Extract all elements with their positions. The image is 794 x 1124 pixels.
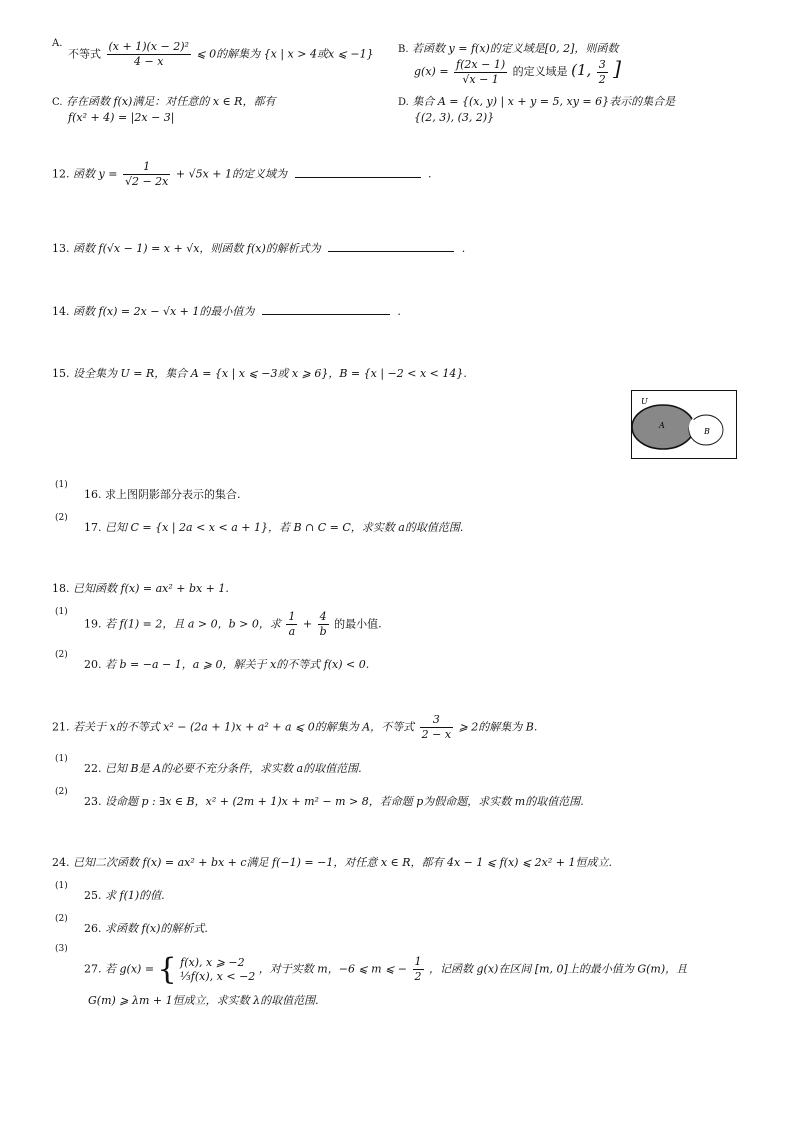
venn-diagram-svg	[631, 390, 737, 460]
question-20-text: 若 b = −a − 1，a ⩾ 0，解关于 x的不等式 f(x) < 0.	[105, 658, 370, 671]
label-u: U	[641, 397, 648, 406]
question-27-brace-icon: {	[157, 952, 177, 987]
label-a: A	[659, 421, 665, 430]
question-27-case-2: ⅓f(x), x < −2	[180, 969, 256, 983]
question-13-text: 函数 f(√x − 1) = x + √x，则函数 f(x)的解析式为	[73, 242, 321, 255]
question-16-part: (1)	[55, 480, 68, 490]
question-21	[52, 713, 537, 742]
question-21-denominator: 2 − x	[421, 728, 452, 741]
option-b	[398, 40, 618, 56]
question-15-number: 15.	[52, 367, 70, 380]
question-23	[84, 793, 584, 809]
option-b-interval-den: 2	[598, 72, 606, 86]
question-23-text: 设命题 p : ∃x ∈ B，x² + (2m + 1)x + m² − m > 8，若命题 p为假命题，求实数 m的取值范围.	[105, 795, 584, 808]
question-18	[52, 580, 229, 596]
question-25-text: 求 f(1)的值.	[105, 889, 165, 902]
question-12	[52, 160, 432, 189]
option-a-letter: A.	[52, 38, 63, 49]
option-c-letter: C.	[52, 97, 63, 108]
question-14-end: .	[397, 305, 401, 318]
question-21-prefix: 若关于 x的不等式 x² − (2a + 1)x + a² + a ⩽ 0的解集为 A，不等式	[73, 720, 415, 734]
option-d-line2: {(2, 3), (3, 2)}	[414, 111, 495, 124]
question-21-fraction	[420, 713, 453, 742]
option-b-g: g(x) =	[414, 65, 449, 78]
question-12-denominator: √2 − 2x	[124, 175, 169, 188]
option-c-line1: 存在函数 f(x)满足：对任意的 x ∈ R，都有	[65, 95, 276, 108]
option-a-denominator: 4 − x	[133, 55, 164, 68]
question-12-end: .	[428, 167, 432, 181]
question-20-part: (2)	[55, 650, 68, 660]
question-26	[84, 920, 208, 936]
question-14-answer-blank[interactable]	[262, 304, 390, 315]
option-b-interval-fraction	[597, 58, 608, 87]
question-12-number: 12.	[52, 167, 70, 181]
question-24-number: 24.	[52, 856, 70, 869]
question-27-mid: ，对于实数 m，−6 ⩽ m ⩽ −	[258, 962, 408, 976]
label-b: B	[704, 427, 710, 436]
option-a	[52, 40, 62, 53]
venn-diagram	[631, 390, 736, 458]
question-19	[84, 610, 382, 639]
question-19-f1-num: 1	[288, 610, 296, 623]
question-19-plus: +	[302, 617, 313, 631]
question-24-text: 已知二次函数 f(x) = ax² + bx + c满足 f(−1) = −1，对任意 x ∈ R，都有 4x − 1 ⩽ f(x) ⩽ 2x² + 1恒成立.	[73, 856, 612, 869]
option-b-line2	[414, 56, 621, 87]
question-12-answer-blank[interactable]	[295, 167, 421, 178]
question-12-rest: + √5x + 1的定义域为	[175, 167, 287, 181]
question-27-case-1: f(x), x ⩾ −2	[180, 955, 245, 969]
question-20	[84, 656, 369, 672]
question-26-number: 26.	[84, 922, 102, 935]
option-a-prefix: 不等式	[68, 47, 101, 61]
question-25-number: 25.	[84, 889, 102, 902]
question-27-rest: ，记函数 g(x)在区间 [m, 0]上的最小值为 G(m)，且	[429, 962, 688, 976]
question-16-number: 16.	[84, 488, 102, 501]
question-27-line2: G(m) ⩾ λm + 1恒成立，求实数 λ的取值范围.	[88, 994, 319, 1007]
question-15	[52, 365, 467, 381]
question-12-fraction	[123, 160, 170, 189]
question-25	[84, 887, 165, 903]
question-27-half-den: 2	[414, 970, 422, 983]
question-19-rest: 的最小值.	[334, 617, 382, 631]
question-27-prefix: 若 g(x) =	[105, 962, 155, 976]
option-a-numerator: (x + 1)(x − 2)²	[108, 40, 189, 53]
option-c	[52, 93, 275, 109]
question-20-number: 20.	[84, 658, 102, 671]
question-16	[84, 486, 241, 502]
question-17	[84, 519, 463, 535]
question-22-part: (1)	[55, 754, 68, 764]
question-25-part: (1)	[55, 881, 68, 891]
option-a-relation: ⩽ 0的解集为	[196, 47, 261, 61]
question-27-half	[413, 955, 424, 984]
question-19-fraction-2	[318, 610, 329, 639]
option-b-line1: 若函数 y = f(x)的定义域是[0, 2]，则函数	[412, 42, 619, 55]
question-19-number: 19.	[84, 617, 102, 631]
question-19-f1-den: a	[288, 625, 296, 638]
option-b-interval-num: 3	[598, 57, 606, 71]
question-17-text: 已知 C = {x | 2a < x < a + 1}，若 B ∩ C = C，求实数 a的取值范围.	[105, 521, 464, 534]
question-14-text: 函数 f(x) = 2x − √x + 1的最小值为	[73, 305, 255, 318]
question-19-part: (1)	[55, 607, 68, 617]
question-14-number: 14.	[52, 305, 70, 318]
option-b-fraction	[454, 58, 507, 87]
question-21-rest: ⩾ 2的解集为 B.	[458, 720, 538, 734]
option-b-letter: B.	[398, 44, 409, 55]
question-21-numerator: 3	[420, 713, 453, 728]
option-b-interval-open: (1,	[571, 61, 592, 79]
question-12-numerator: 1	[123, 160, 170, 175]
question-13	[52, 240, 465, 256]
question-17-number: 17.	[84, 521, 102, 534]
question-18-text: 已知函数 f(x) = ax² + bx + 1.	[73, 582, 229, 595]
question-12-prefix: 函数 y =	[73, 167, 118, 181]
question-15-text: 设全集为 U = R，集合 A = {x | x ⩽ −3或 x ⩾ 6}，B = {x | −2 < x < 14}.	[73, 367, 467, 380]
question-27	[84, 952, 687, 987]
question-19-prefix: 若 f(1) = 2，且 a > 0，b > 0，求	[105, 617, 281, 631]
question-18-number: 18.	[52, 582, 70, 595]
question-19-f2-num: 4	[318, 610, 329, 625]
question-21-number: 21.	[52, 720, 70, 734]
question-23-part: (2)	[55, 787, 68, 797]
option-d	[398, 93, 675, 109]
option-d-line1: 集合 A = {(x, y) | x + y = 5, xy = 6}表示的集合是	[412, 95, 676, 108]
option-c-line2: f(x² + 4) = |2x − 3|	[68, 111, 175, 124]
question-13-end: .	[461, 242, 466, 255]
question-14	[52, 303, 401, 319]
question-27-number: 27.	[84, 962, 102, 976]
question-24	[52, 854, 612, 870]
option-b-denominator: √x − 1	[462, 72, 499, 86]
question-22-number: 22.	[84, 762, 102, 775]
question-13-number: 13.	[52, 242, 70, 255]
option-a-body	[68, 40, 374, 69]
question-27-cases	[180, 956, 255, 984]
question-19-fraction-1	[286, 610, 297, 639]
question-17-part: (2)	[55, 513, 68, 523]
option-a-solution-set: {x | x > 4或x ⩽ −1}	[263, 47, 374, 61]
question-26-part: (2)	[55, 914, 68, 924]
question-16-text: 求上图阴影部分表示的集合.	[105, 488, 241, 501]
question-27-part: (3)	[55, 944, 68, 954]
question-26-text: 求函数 f(x)的解析式.	[105, 922, 208, 935]
question-22-text: 已知 B是 A的必要不充分条件，求实数 a的取值范围.	[105, 762, 362, 775]
option-d-letter: D.	[398, 97, 409, 108]
option-a-fraction	[107, 40, 191, 69]
question-27-half-num: 1	[414, 955, 422, 968]
question-23-number: 23.	[84, 795, 102, 808]
question-13-answer-blank[interactable]	[328, 241, 454, 252]
option-b-numerator: f(2x − 1)	[456, 57, 506, 71]
option-b-interval-close: ]	[613, 56, 622, 80]
option-b-rest: 的定义域是	[512, 65, 568, 78]
question-19-f2-den: b	[319, 625, 327, 638]
question-22	[84, 760, 362, 776]
